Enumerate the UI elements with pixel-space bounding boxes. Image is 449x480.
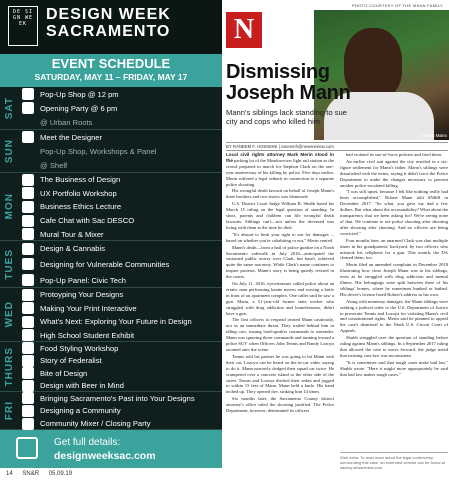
- day-events: [18, 130, 222, 172]
- beer-icon: [22, 380, 34, 392]
- globe-icon: [22, 405, 34, 417]
- schedule-item-text: Design with Beer in Mind: [40, 381, 124, 391]
- schedule-item: [18, 241, 222, 257]
- photo-credit: PHOTO COURTESY OF THE MANN FAMILY: [352, 3, 443, 8]
- event-schedule-title: EVENT SCHEDULE: [51, 56, 171, 71]
- schedule-item: [18, 342, 222, 355]
- schedule-item-text: Designing a Community: [40, 406, 121, 416]
- article-paragraph: [340, 152, 448, 158]
- schedule-item-text: Pop-Up Shop, Workshops & Panel: [40, 146, 157, 156]
- paragraph-text: The first officers to respond treated Mann cautiously, not as an immediate threat. They trailed behind him in idling cars, issuing loud-speaker commands to surrender. Mann was ignoring those commands and running toward a police SUV when Officers John Tennis and Randy Lozoya zoomed onto the scene.: [226, 317, 334, 352]
- schedule-item-text: @ Shelf: [40, 161, 68, 171]
- paragraph-text: Mann's death—from a hail of police gunfire on a North Sacramento sidewalk in July 2016—anticipated the sustained public outcry over Clark, but hasn't achieved quite the same notoriety. While Clark's name continues to inspire protests, Mann's story is being quietly revised in the courts.: [226, 244, 334, 280]
- coffee-icon: [22, 215, 34, 227]
- day-events: [18, 288, 222, 341]
- schedule-item: [18, 87, 222, 101]
- schedule-item-text: Protoyping Your Designs: [40, 290, 124, 300]
- schedule-item-text: Business Ethics Lecture: [40, 202, 122, 212]
- briefcase-icon: [22, 174, 34, 186]
- story-icon: [22, 355, 34, 367]
- schedule-item: [18, 367, 222, 380]
- day-wed: [0, 288, 222, 342]
- day-thurs: [0, 342, 222, 392]
- schedule-item-text: What's Next: Exploring Your Future in Design: [40, 317, 192, 327]
- schedule-item: [18, 302, 222, 316]
- day-events: [18, 87, 222, 129]
- page-number: 14: [6, 471, 13, 477]
- paragraph-text: "I was still upset, because I felt like nothing really had been accomplished," Robert Mann told SN&R in December 2017. "So what, you gave my dad a few dollars. But what about the accountability? What about the transparency that we been asking for? We're seeing none of that. We continue to see police shooting after shooting after shooting after shooting. And no officers are being convicted.": [340, 189, 448, 236]
- schedule-item-text: Mural Tour & Mixer: [40, 229, 104, 239]
- article-deck: Mann's siblings lack standing to sue city and cops who killed him: [226, 108, 347, 127]
- title-line-1: DESIGN WEEK: [46, 6, 171, 23]
- schedule-item: [18, 130, 222, 144]
- paragraph-text: Shubb struggled over the question of standing before ruling against Mann's siblings. In a September 2017 ruling that allowed the case to move forward, the judge noted that existing case law was inconsistent.: [340, 335, 448, 358]
- lead-in: Local civil rights attorney Mark Merin stood in the: [226, 152, 334, 163]
- schedule-item: [18, 315, 222, 329]
- day-label-text: MON: [3, 193, 15, 220]
- article-paragraph: [340, 238, 448, 262]
- schedule-item: [18, 187, 222, 201]
- day-events: [18, 392, 222, 429]
- issue-date: 05.09.19: [48, 471, 73, 477]
- schedule-item: [18, 200, 222, 214]
- schedule-item: [18, 214, 222, 228]
- schedule-item: [18, 272, 222, 288]
- day-label: [0, 392, 18, 429]
- schedule-item-text: Pop-Up Panel: Civic Tech: [40, 275, 126, 285]
- schedule-item: [18, 159, 222, 173]
- portfolio-icon: [22, 187, 34, 199]
- schedule-item-text: Meet the Designer: [40, 132, 103, 142]
- web-extra-note: Web extra: To read more about the legal controversy surrounding this case, an extended version can be found at sactoq.newsreview.com: [340, 452, 448, 470]
- paragraph-text: Six months later, the Sacramento County district attorney's office ruled the shooting justified. The Police Department, however, determined its officers: [226, 396, 334, 414]
- mixer-icon: [22, 418, 34, 430]
- day-mon: [0, 173, 222, 241]
- day-events: [18, 342, 222, 391]
- schedule-item: [18, 101, 222, 115]
- article-paragraph: [340, 360, 448, 378]
- paragraph-text: Along with monetary damages, the Mann siblings were seeking a judicial order to the U.S. Department of Justice to prosecute Tennis and Lozoya for violating Mann's civil and constitutional rights. Merin said he planned to appeal the case's dismissal to the Ninth U.S. Circuit Court of Appeals.: [340, 298, 448, 334]
- photo-caption: Joseph Mann: [419, 133, 447, 138]
- schedule-item: [18, 405, 222, 418]
- article-byline: BY RANEEM F. HOSSEINI | raneemh@newsreview.com: [226, 142, 448, 151]
- schedule-item: [18, 417, 222, 430]
- paragraph-text: "It is sometimes said that tough cases make bad law," Shubb wrote. "Here it might more appropriately be said that bad law makes tough cases.": [340, 359, 448, 377]
- photo-face: [344, 28, 402, 100]
- schedule-item: [18, 227, 222, 241]
- lecture-icon: [22, 201, 34, 213]
- article-paragraph: [226, 201, 334, 231]
- day-label: [0, 130, 18, 172]
- publication-name: SN&R: [22, 471, 40, 477]
- day-events: [18, 241, 222, 287]
- mural-icon: [22, 228, 34, 240]
- paragraph-text: U.S. District Court Judge William B. Shubb based his March 15 ruling on the legal question of standing. In short, parents and children can file wrongful death lawsuits. Siblings can't—not unless the deceased was living with them at the time he died.: [226, 201, 334, 230]
- schedule-item: [18, 144, 222, 158]
- food-icon: [22, 342, 34, 354]
- exhibit-icon: [22, 329, 34, 341]
- day-fri: [0, 392, 222, 430]
- paragraph-text: Tennis told his partner he was going to hit Mann with their car. Lozoya can be heard on the in-car video saying to do it. Mann narrowly dodged their squad car twice. He scampered over a concrete island to the other side of the street. Tennis and Lozoya ditched their sedan and jogged to within 15 feet of Mann. Mann held a knife. His hand inched up. They opened fire, striking him 14 times.: [226, 353, 334, 395]
- day-label: [0, 173, 18, 240]
- schedule-item-text: Bite of Design: [40, 368, 88, 378]
- paragraph-text: had violated its use-of-force policies and fired them.: [346, 152, 443, 157]
- day-label-text: SAT: [3, 96, 15, 120]
- schedule-item-text: Bringing Sacramento's Past into Your Designs: [40, 393, 195, 403]
- day-label-text: SUN: [3, 138, 15, 164]
- title-line-2: SACRAMENTO: [46, 23, 171, 40]
- schedule-item: [18, 257, 222, 273]
- article-paragraph: [340, 189, 448, 236]
- history-icon: [22, 392, 34, 404]
- design-week-header: [0, 0, 222, 54]
- laptop-icon: [16, 437, 38, 459]
- schedule-item-text: Design & Cannabis: [40, 244, 106, 254]
- community-icon: [22, 258, 34, 270]
- schedule-item-text: Story of Federalist: [40, 356, 102, 366]
- article-paragraph: [340, 299, 448, 334]
- schedule-item-text: Opening Party @ 6 pm: [40, 103, 118, 113]
- day-label-text: TUES: [3, 248, 15, 280]
- article-paragraph: [226, 152, 334, 187]
- day-label: [0, 342, 18, 391]
- article-paragraph: [226, 396, 334, 414]
- print-icon: [22, 302, 34, 314]
- day-sun: [0, 130, 222, 173]
- schedule-item-text: Making Your Print Interactive: [40, 303, 137, 313]
- article-paragraph: [340, 262, 448, 297]
- design-week-title: [46, 6, 171, 40]
- schedule-item: [18, 288, 222, 302]
- day-label-text: WED: [3, 301, 15, 328]
- day-sat: [0, 87, 222, 130]
- article-paragraph: [340, 159, 448, 189]
- civic-icon: [22, 274, 34, 286]
- paragraph-text: Four months later, an unarmed Clark was shot multiple times in his grandparents' backyard, by two officers who mistook his cellphone for a gun. This month, the DA cleared them, too.: [340, 237, 448, 261]
- headline-line-2: Joseph Mann: [226, 82, 351, 104]
- schedule-item-text: High School Student Exhibit: [40, 330, 135, 340]
- schedule-item: [18, 380, 222, 393]
- get-details-banner: [0, 430, 222, 468]
- schedule-item: [18, 116, 222, 130]
- schedule-item-text: Cafe Chat with Sac DESCO: [40, 216, 135, 226]
- schedule-item: [18, 355, 222, 368]
- day-label: [0, 87, 18, 129]
- paragraph-text: "It's absurd to limit your right to sue for damages ... based on whether you're cohabiting or not," Merin vented.: [226, 231, 334, 243]
- leaf-icon: [22, 243, 34, 255]
- schedule-item-text: Pop-Up Shop @ 12 pm: [40, 89, 119, 99]
- schedule-item: [18, 392, 222, 405]
- page-footer: [0, 468, 222, 480]
- day-events: [18, 173, 222, 240]
- article-page: [224, 0, 449, 480]
- paragraph-text: Merin filed an amended complaint in December 2018 illustrating how close Joseph Mann was to his siblings, even as he struggled with drug addiction and mental illness. His belongings were split between three of his siblings' homes, where he sometimes bunked or bathed. His driver's license listed Robert's address as his own.: [340, 262, 448, 297]
- schedule-item: [18, 329, 222, 343]
- schedule-item-text: Designing for Vulnerable Communities: [40, 259, 170, 269]
- schedule-item: [18, 173, 222, 187]
- website-link[interactable]: designweeksac.com: [54, 450, 156, 462]
- article-paragraph: [226, 245, 334, 280]
- day-label: [0, 288, 18, 341]
- paragraph-text: An earlier civil suit against the city resulted in a six-figure settlement for Mann's father. Mann's siblings were dissatisfied with the terms, saying it didn't force the Police Department to make the changes necessary to prevent another police-escalated killing.: [340, 158, 448, 188]
- event-schedule-dates: SATURDAY, MAY 11 – FRIDAY, MAY 17: [34, 72, 188, 82]
- headline-line-1: Dismissing: [226, 61, 330, 83]
- news-section-logo: N: [226, 12, 262, 48]
- schedule-item-text: Community Mixer / Closing Party: [40, 419, 151, 429]
- article-headline: [226, 62, 351, 104]
- article-paragraph: [226, 317, 334, 352]
- paragraph-text: His wrongful death lawsuit on behalf of Joseph Mann's three brothers and two sisters was dismissed.: [226, 188, 334, 200]
- design-week-logo: DE SI GN WE EK: [8, 6, 38, 46]
- paragraph-text: parking lot of the Meadowview light rail station as the crowd prepared to march for Stephon Clark on the one-year anniversary of his killing by police. Five days earlier, Merin suffered a legal setback in connection to a separate police shooting.: [226, 157, 334, 187]
- article-paragraph: [226, 281, 334, 316]
- get-details-label: Get full details:: [54, 437, 121, 448]
- paragraph-text: On July 11, 2016, eyewitnesses called police about an erratic man performing karate moves and waving a knife in front of an apartment complex. One caller said he saw a gun. Mann, a 51-year-old former state worker who struggled with drug addiction and homelessness, didn't have a gun.: [226, 281, 334, 316]
- day-tues: [0, 241, 222, 288]
- schedule-item-text: @ Urban Roots: [40, 118, 93, 128]
- design-week-page: [0, 0, 222, 480]
- day-label-text: THURS: [3, 346, 15, 387]
- schedule-item-text: Food Styling Workshop: [40, 343, 119, 353]
- article-paragraph: [226, 354, 334, 395]
- day-label-text: FRI: [3, 400, 15, 421]
- person-icon: [22, 131, 34, 143]
- prototype-icon: [22, 289, 34, 301]
- article-paragraph: [226, 232, 334, 244]
- day-label: [0, 241, 18, 287]
- bite-icon: [22, 367, 34, 379]
- article-column-2: [340, 152, 448, 379]
- shop-icon: [22, 88, 34, 100]
- future-icon: [22, 316, 34, 328]
- article-column-1: [226, 152, 334, 415]
- article-paragraph: [226, 188, 334, 200]
- event-schedule-banner: [0, 54, 222, 87]
- article-paragraph: [340, 335, 448, 359]
- schedule-item-text: UX Portfolio Workshop: [40, 188, 117, 198]
- schedule-item-text: The Business of Design: [40, 175, 121, 185]
- party-icon: [22, 102, 34, 114]
